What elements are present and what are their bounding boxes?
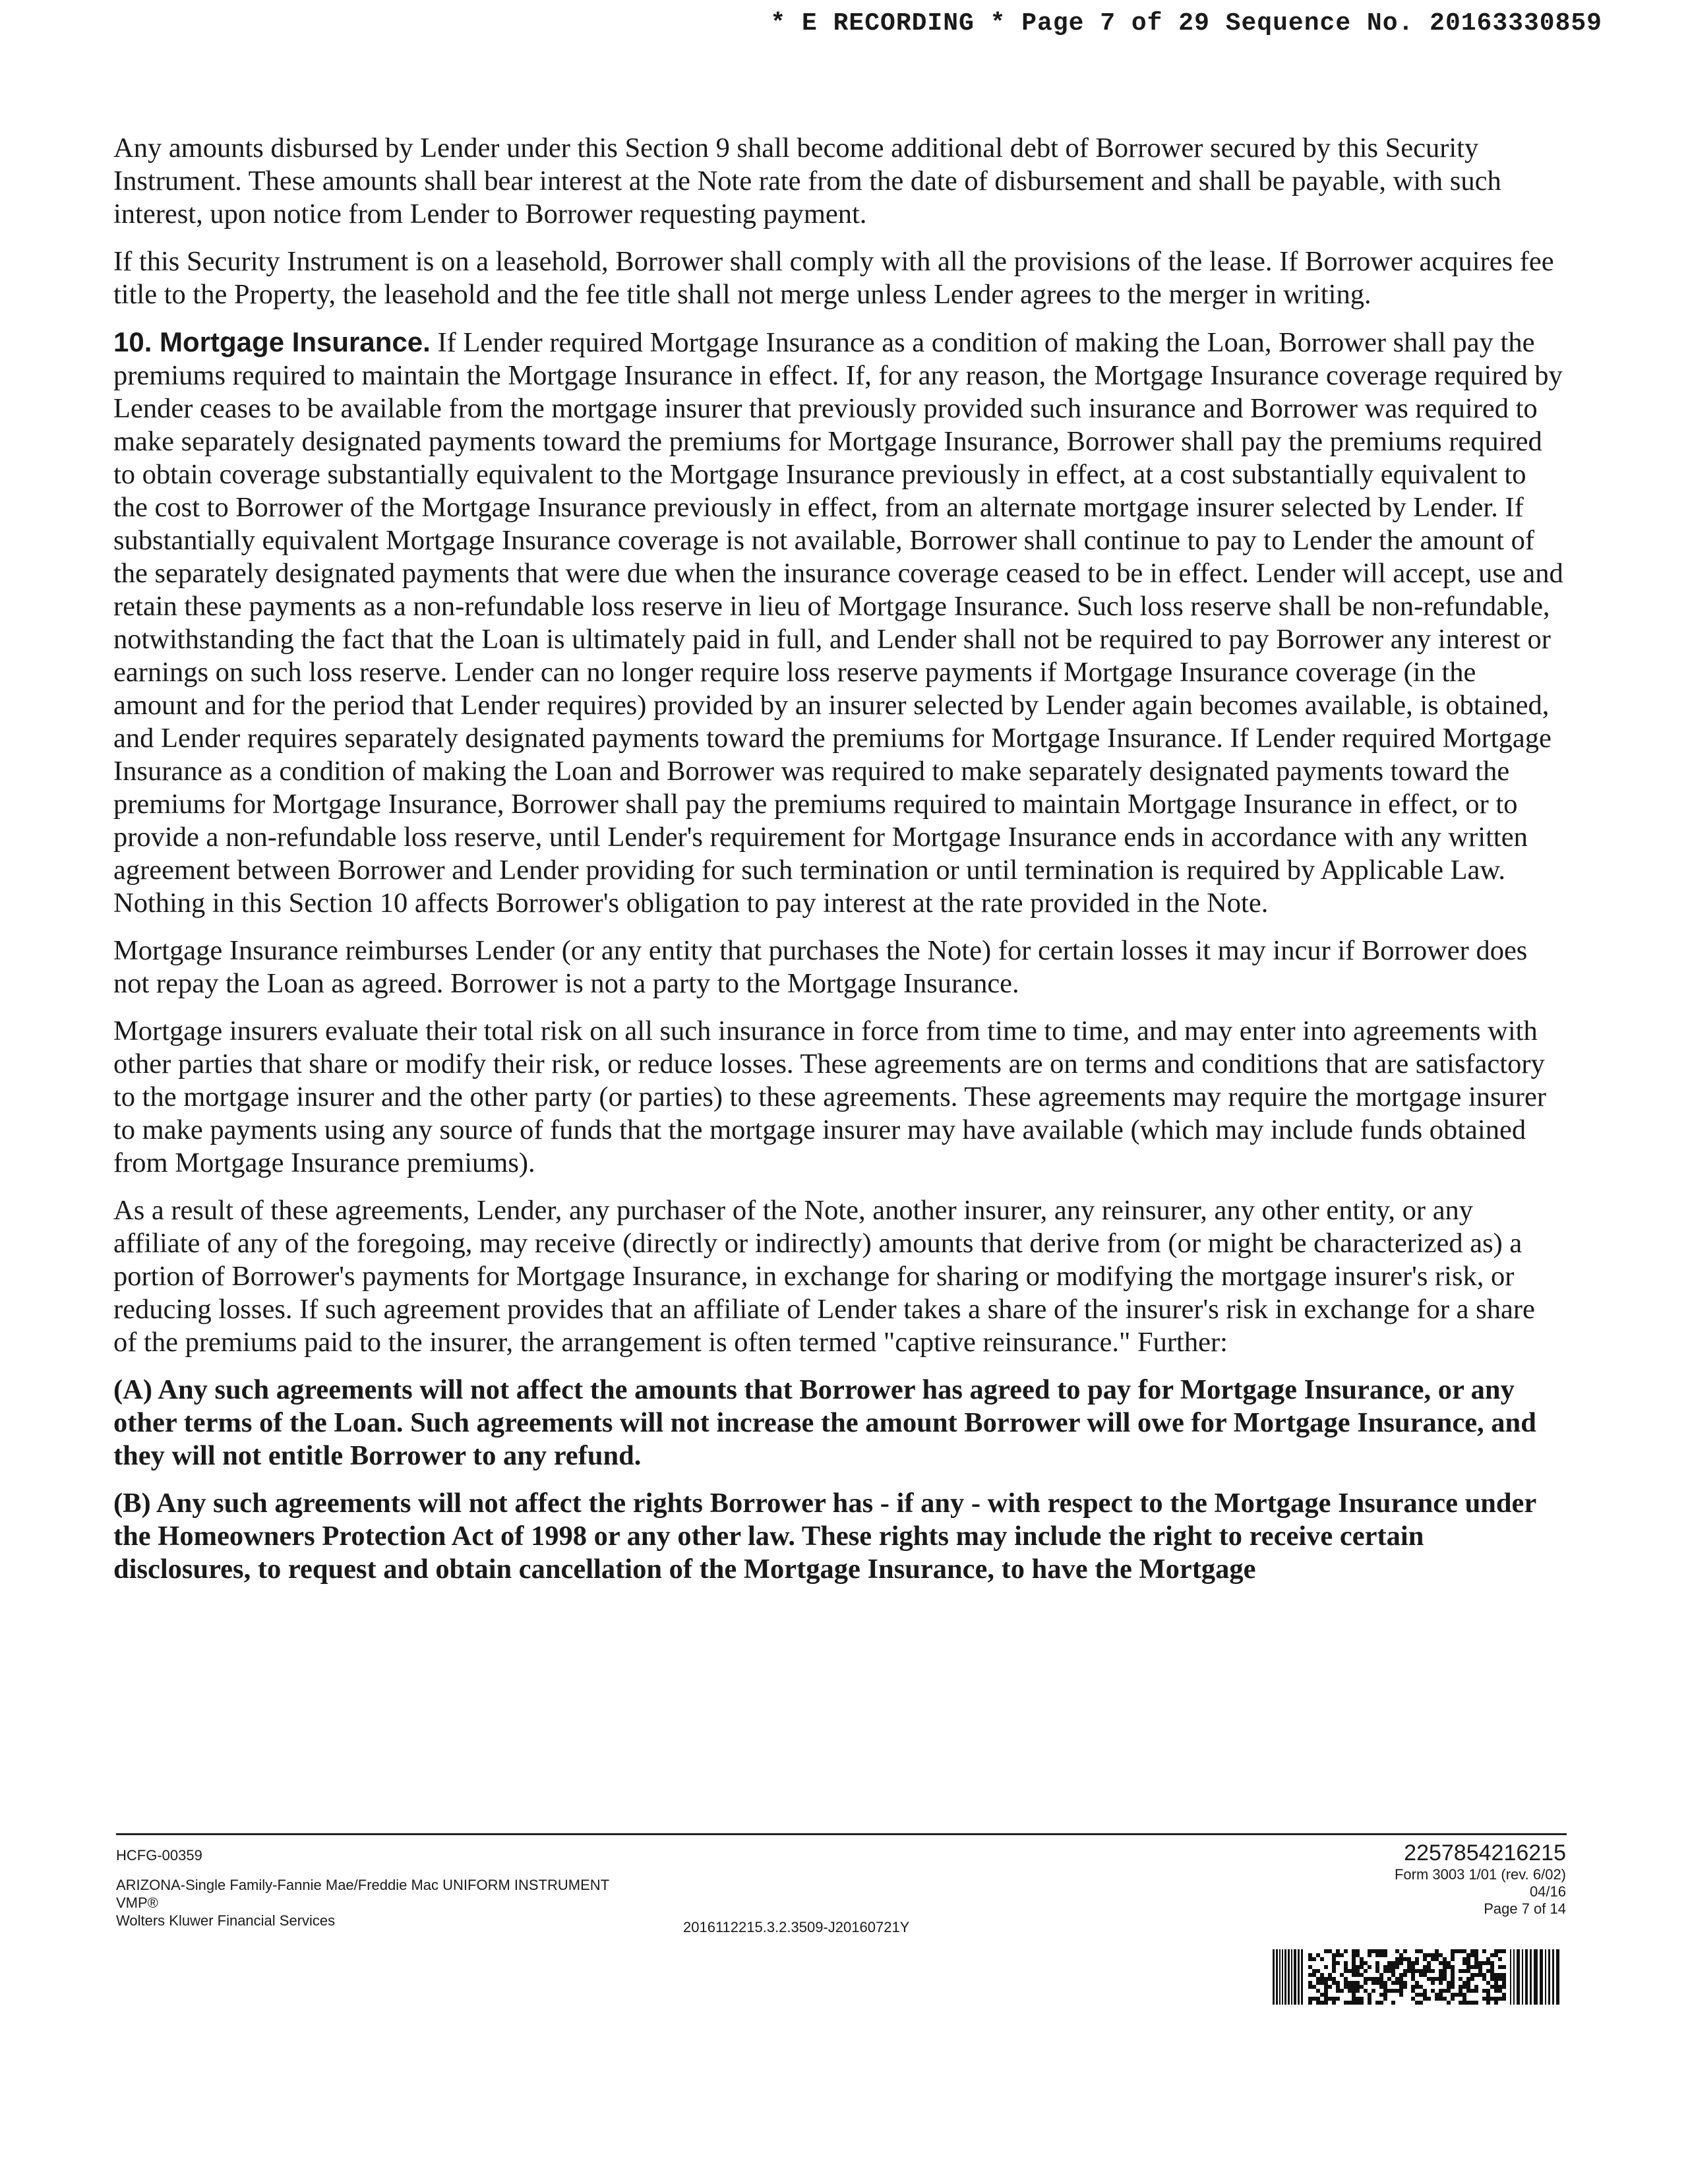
document-id: 2016112215.3.2.3509-J20160721Y [683,1919,910,1935]
recording-header: * E RECORDING * Page 7 of 29 Sequence No. 20163330859 [770,9,1602,38]
paragraph-mi-reimburses: Mortgage Insurance reimburses Lender (or any entity that purchases the Note) for certain losses it may incur if Borrower does not repay the Loan as agreed. Borrower is not a party to the Mortgage Insurance. [113,935,1528,999]
form-code: HCFG-00359 [116,1847,202,1864]
loan-number: 2257854216215 [1404,1840,1566,1866]
instrument-title: ARIZONA-Single Family-Fannie Mae/Freddie Mac UNIFORM INSTRUMENT [116,1877,610,1893]
barcode-image [1273,1947,1563,2007]
section-10-paragraph [113,326,1564,920]
form-number: Form 3003 1/01 (rev. 6/02) [1394,1866,1566,1883]
paragraph-clause-b: (B) Any such agreements will not affect the rights Borrower has - if any - with respect to the Mortgage Insurance under the Homeowners Protection Act of 1998 or any other law. These rights may include the right to receive certain disclosures, to request and obtain cancellation of the Mortgage Insurance, to have the Mortgage [113,1488,1536,1585]
vmp-mark: VMP® [116,1895,158,1911]
section-10-text: If Lender required Mortgage Insurance as a condition of making the Loan, Borrower shall pay the premiums required to maintain the Mortgage Insurance in effect. If, for any reason, the Mortgage Insurance coverage required by Lender ceases to be available from the mortgage insurer that previously provided such insurance and Borrower was required to make separately designated payments toward the premiums for Mortgage Insurance, Borrower shall pay the premiums required to obtain coverage substantially equivalent to the Mortgage Insurance previously in effect, at a cost substantially equivalent to the cost to Borrower of the Mortgage Insurance previously in effect, from an alternate mortgage insurer selected by Lender. If substantially equivalent Mortgage Insurance coverage is not available, Borrower shall continue to pay to Lender the amount of the separately designated payments that were due when the insurance coverage ceased to be in effect. Lender will accept, use and retain these payments as a non-refundable loss reserve in lieu of Mortgage Insurance. Such loss reserve shall be non-refundable, notwithstanding the fact that the Loan is ultimately paid in full, and Lender shall not be required to pay Borrower any interest or earnings on such loss reserve. Lender can no longer require loss reserve payments if Mortgage Insurance coverage (in the amount and for the period that Lender requires) provided by an insurer selected by Lender again becomes available, is obtained, and Lender requires separately designated payments toward the premiums for Mortgage Insurance. If Lender required Mortgage Insurance as a condition of making the Loan and Borrower was required to make separately designated payments toward the premiums for Mortgage Insurance, Borrower shall pay the premiums required to maintain Mortgage Insurance in effect, or to provide a non-refundable loss reserve, until Lender's requirement for Mortgage Insurance ends in accordance with any written agreement between Borrower and Lender providing for such termination or until termination is required by Applicable Law. Nothing in this Section 10 affects Borrower's obligation to pay interest at the rate provided in the Note. [113,327,1563,919]
paragraph-disbursed-amounts: Any amounts disbursed by Lender under this Section 9 shall become additional debt of Borrower secured by this Security Instrument. These amounts shall bear interest at the Note rate from the date of disbursement and shall be payable, with such interest, upon notice from Lender to Borrower requesting payment. [113,133,1501,229]
section-10-heading: 10. Mortgage Insurance. [113,326,431,357]
paragraph-agreements-result: As a result of these agreements, Lender, any purchaser of the Note, another insurer, any reinsurer, any other entity, or any affiliate of any of the foregoing, may receive (directly or indirectly) amounts that derive from (or might be characterized as) a portion of Borrower's payments for Mortgage Insurance, in exchange for sharing or modifying the mortgage insurer's risk, or reducing losses. If such agreement provides that an affiliate of Lender takes a share of the insurer's risk in exchange for a share of the premiums paid to the insurer, the arrangement is often termed "captive reinsurance." Further: [113,1195,1535,1358]
paragraph-insurers-evaluate: Mortgage insurers evaluate their total risk on all such insurance in force from time to time, and may enter into agreements with other parties that share or modify their risk, or reduce losses. These agreements are on terms and conditions that are satisfactory to the mortgage insurer and the other party (or parties) to these agreements. These agreements may require the mortgage insurer to make payments using any source of funds that the mortgage insurer may have available (which may include funds obtained from Mortgage Insurance premiums). [113,1016,1546,1178]
footer-divider [116,1833,1567,1835]
paragraph-clause-a: (A) Any such agreements will not affect the amounts that Borrower has agreed to pay for Mortgage Insurance, or any other terms of the Loan. Such agreements will not increase the amount Borrower will owe for Mortgage Insurance, and they will not entitle Borrower to any refund. [113,1374,1536,1471]
form-date: 04/16 [1529,1883,1566,1900]
document-body [113,132,1564,1600]
footer-left-block [116,1846,841,1929]
page-number: Page 7 of 14 [1484,1900,1566,1917]
publisher-name: Wolters Kluwer Financial Services [116,1912,336,1929]
footer-right-block [1187,1840,1566,1918]
paragraph-leasehold: If this Security Instrument is on a leasehold, Borrower shall comply with all the provisions of the lease. If Borrower acquires fee title to the Property, the leasehold and the fee title shall not merge unless Lender agrees to the merger in writing. [113,246,1554,310]
